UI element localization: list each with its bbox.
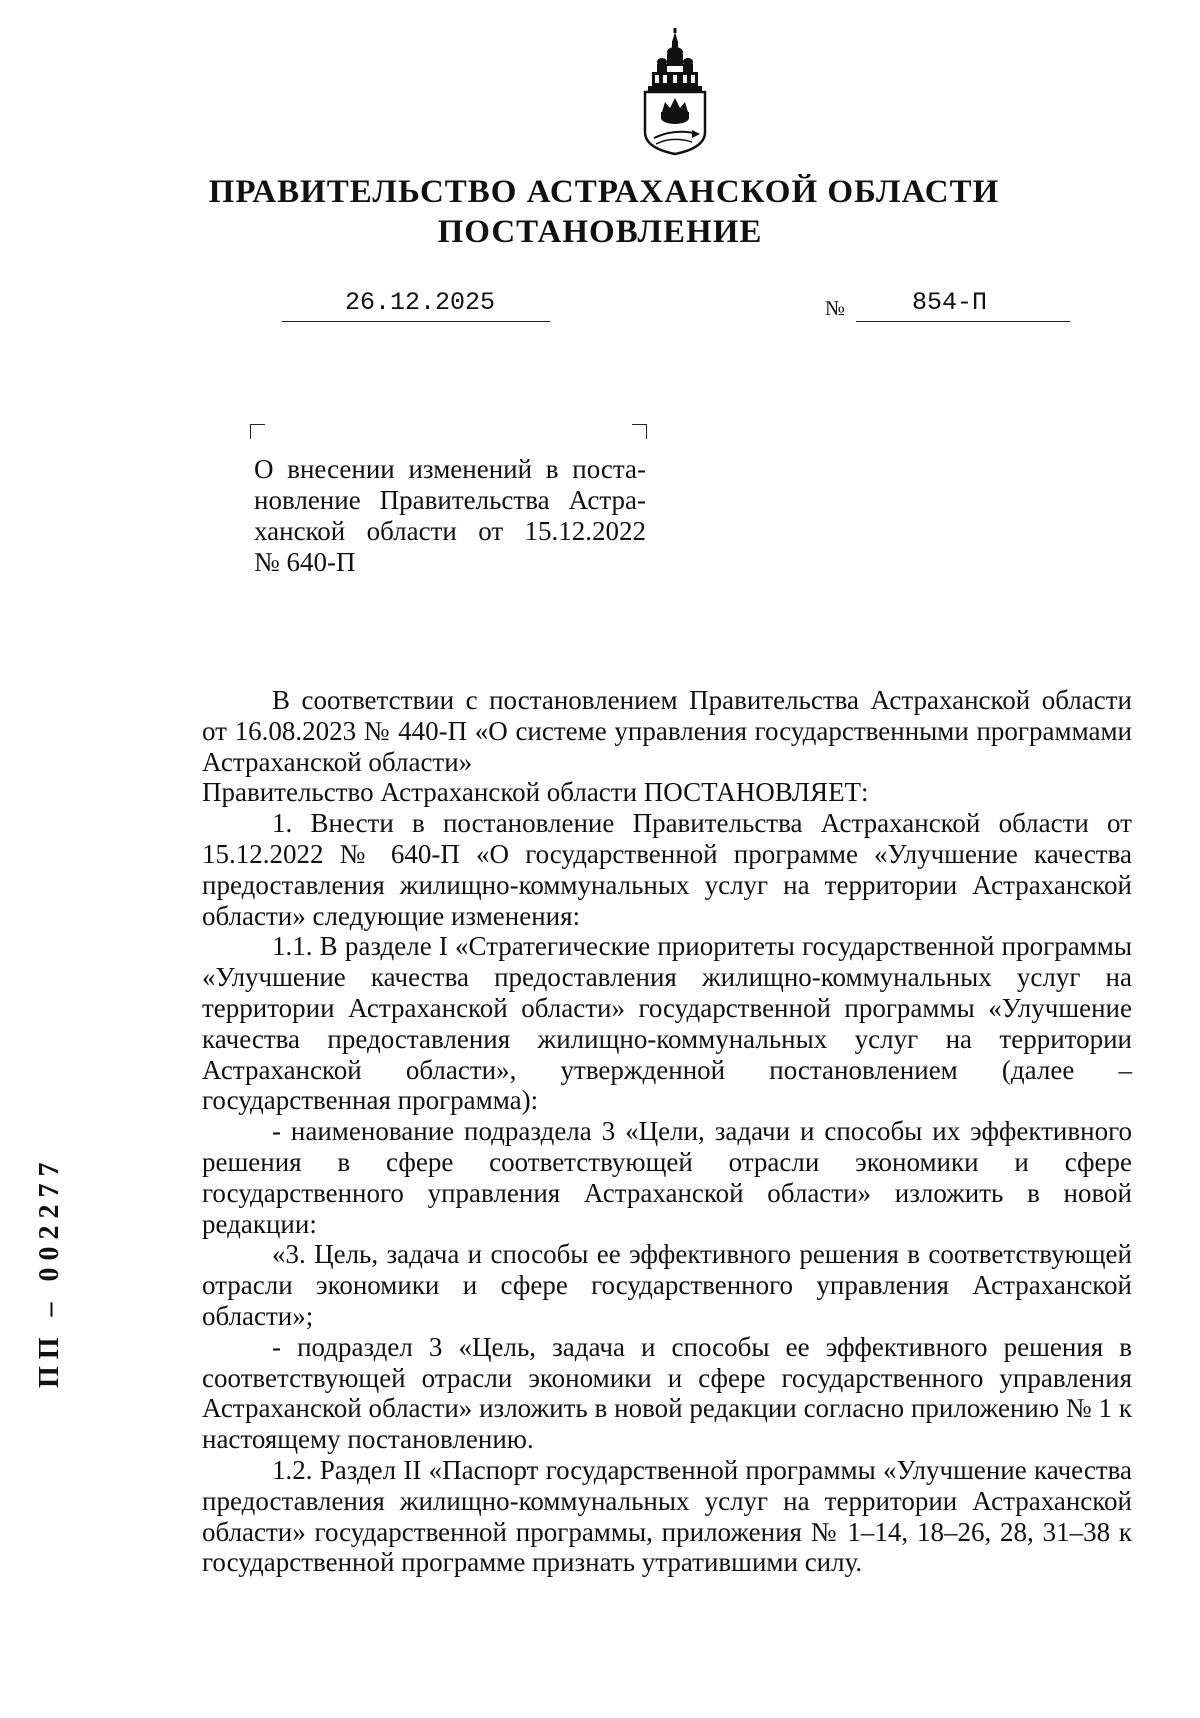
corner-bracket-right	[632, 424, 647, 439]
body-paragraph: 1.2. Раздел II «Паспорт государственной программы «Улучшение качества предоставления жилищно-коммунальных услуг на территории Астраханской области» государственной программы, приложения № 1–14, 18–26, 28, 31–38 к государственной программе признать утратившими силу.	[202, 1454, 1132, 1578]
coat-of-arms-icon	[632, 28, 718, 156]
organization-title: ПРАВИТЕЛЬСТВО АСТРАХАНСКОЙ ОБЛАСТИ	[208, 174, 1000, 210]
document-date: 26.12.2025	[345, 288, 496, 317]
corner-bracket-left	[250, 424, 265, 439]
body-paragraph: 1. Внести в постановление Правительства Астраханской области от 15.12.2022 № 640-П «О государственной программе «Улучшение качества предоставления жилищно-коммунальных услуг на территории Астраханской области» следующие изменения:	[202, 808, 1132, 931]
subject-line: № 640-П	[254, 547, 356, 577]
body-paragraph: - подраздел 3 «Цель, задача и способы ее эффективного решения в соответствующей отрасли экономики и сфере государственного управления Астраханской области» изложить в новой редакции согласно приложению № 1 к настоящему постановлению.	[202, 1331, 1132, 1455]
body-paragraph: Правительство Астраханской области ПОСТАНОВЛЯЕТ:	[202, 777, 869, 808]
document-type-title: ПОСТАНОВЛЕНИЕ	[437, 214, 763, 250]
serial-number-stamp: ПП – 002277	[34, 1155, 65, 1388]
document-subject	[254, 454, 646, 578]
subject-line: О внесении изменений в поста-	[254, 454, 646, 484]
document-body	[202, 685, 1132, 1578]
body-paragraph: 1.1. В разделе I «Стратегические приоритеты государственной программы «Улучшение качества предоставления жилищно-коммунальных услуг на территории Астраханской области» государственной программы «Улучшение качества предоставления жилищно-коммунальных услуг на территории Астраханской области», утвержденной постановлением (далее – государственная программа):	[202, 931, 1132, 1116]
body-paragraph: «3. Цель, задача и способы ее эффективного решения в соответствующей отрасли экономики и сфере государственного управления Астраханской области»;	[202, 1239, 1132, 1331]
number-sign: №	[825, 296, 846, 320]
subject-line: ханской области от 15.12.2022	[254, 516, 646, 546]
subject-line: новление Правительства Астра-	[254, 485, 646, 515]
body-paragraph: В соответствии с постановлением Правительства Астраханской области от 16.08.2023 № 440-П «О системе управления государственными программами Астраханской области»	[202, 685, 1132, 777]
document-number: 854-П	[912, 288, 988, 317]
body-paragraph: - наименование подраздела 3 «Цели, задачи и способы их эффективного решения в сфере соответствующей отрасли экономики и сфере государственного управления Астраханской области» изложить в новой редакции:	[202, 1116, 1132, 1239]
